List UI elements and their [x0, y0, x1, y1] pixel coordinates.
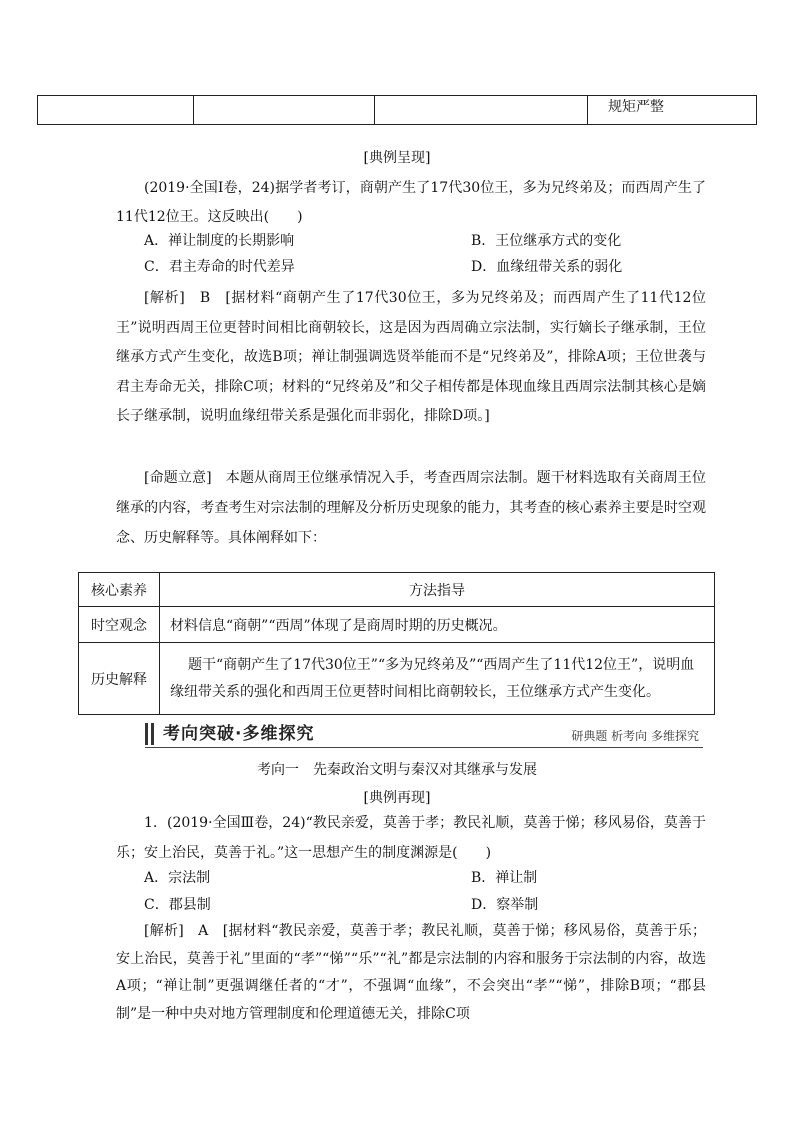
- table-header-cell: 方法指导: [160, 573, 715, 607]
- section-heading: [典例呈现]: [363, 150, 431, 166]
- table-row: [79, 643, 715, 715]
- top-table-cell: [375, 96, 588, 125]
- table-cell: 题干“商朝产生了17代30位王”“多为兄终弟及”“西周产生了11代12位王”，说明血缘纽带关系的强化和西周王位更替时间相比商朝较长，王位继承方式产生变化。: [160, 643, 715, 715]
- table-cell: 历史解释: [79, 643, 160, 715]
- option-a: A．宗法制: [144, 870, 211, 886]
- banner-marks: [145, 723, 157, 745]
- top-table-text: 规矩严整: [608, 99, 664, 115]
- option-d: D．血缘纽带关系的弱化: [471, 259, 623, 275]
- literacy-table: [78, 572, 715, 715]
- intent-text: [命题立意] 本题从商周王位继承情况入手，考查西周宗法制。题干材料选取有关商周王位继承的内容，考查考生对宗法制的理解及分析历史现象的能力，其考查的核心素养主要是时空观念、历史解释等。具体阐释如下：: [116, 470, 706, 546]
- section-heading: [典例再现]: [363, 790, 431, 806]
- option-b: B．王位继承方式的变化: [471, 233, 622, 249]
- top-table-cell: [38, 96, 194, 125]
- question-text: (2019·全国Ⅰ卷，24)据学者考订，商朝产生了17代30位王，多为兄终弟及；而西周产生了11代12位王。这反映出( ): [116, 180, 706, 225]
- top-table-cell: [588, 96, 757, 125]
- option-b: B．禅让制: [471, 870, 538, 886]
- table-cell: 时空观念: [79, 607, 160, 643]
- top-table-cell: [194, 96, 375, 125]
- analysis-text: [解析] B [据材料“商朝产生了17代30位王，多为兄终弟及；而西周产生了11代12位王”说明西周王位更替时间相比商朝较长，这是因为西周确立宗法制，实行嫡长子继承制，王位继承方式产生变化，故选B项；禅让制强调选贤举能而不是“兄终弟及”，排除A项；王位世袭与君主寿命无关，排除C项；材料的“兄终弟及”和父子相传都是体现血缘且西周宗法制其核心是嫡长子继承制，说明血缘纽带关系是强化而非弱化，排除D项。]: [116, 290, 706, 424]
- topic-heading: 考向一 先秦政治文明与秦汉对其继承与发展: [257, 762, 537, 778]
- table-header-cell: 核心素养: [79, 573, 160, 607]
- question-text: 1．(2019·全国Ⅲ卷，24)“教民亲爱，莫善于孝；教民礼顺，莫善于悌；移风易俗，莫善于乐；安上治民，莫善于礼。”这一思想产生的制度渊源是( ): [116, 815, 706, 861]
- option-a: A．禅让制度的长期影响: [144, 233, 295, 249]
- banner-subtitle: 研典题 析考向 多维探究: [571, 729, 699, 743]
- section-banner: [145, 721, 703, 748]
- option-c: C．郡县制: [144, 897, 211, 913]
- table-row: [79, 607, 715, 643]
- table-cell: 材料信息“商朝”“西周”体现了是商周时期的历史概况。: [160, 607, 715, 643]
- analysis-text: [解析] A [据材料“教民亲爱，莫善于孝；教民礼顺，莫善于悌；移风易俗，莫善于乐；安上治民，莫善于礼”里面的“孝”“悌”“乐”“礼”都是宗法制的内容和服务于宗法制的内容，故选A项；“禅让制”更强调继任者的“才”，不强调“血缘”，不会突出“孝”“悌”，排除B项；“郡县制”是一种中央对地方管理制度和伦理道德无关，排除C项: [116, 923, 706, 1022]
- banner-title: 考向突破·多维探究: [163, 724, 315, 744]
- top-table-fragment: [37, 95, 757, 125]
- option-d: D．察举制: [471, 897, 539, 913]
- option-c: C．君主寿命的时代差异: [144, 259, 295, 275]
